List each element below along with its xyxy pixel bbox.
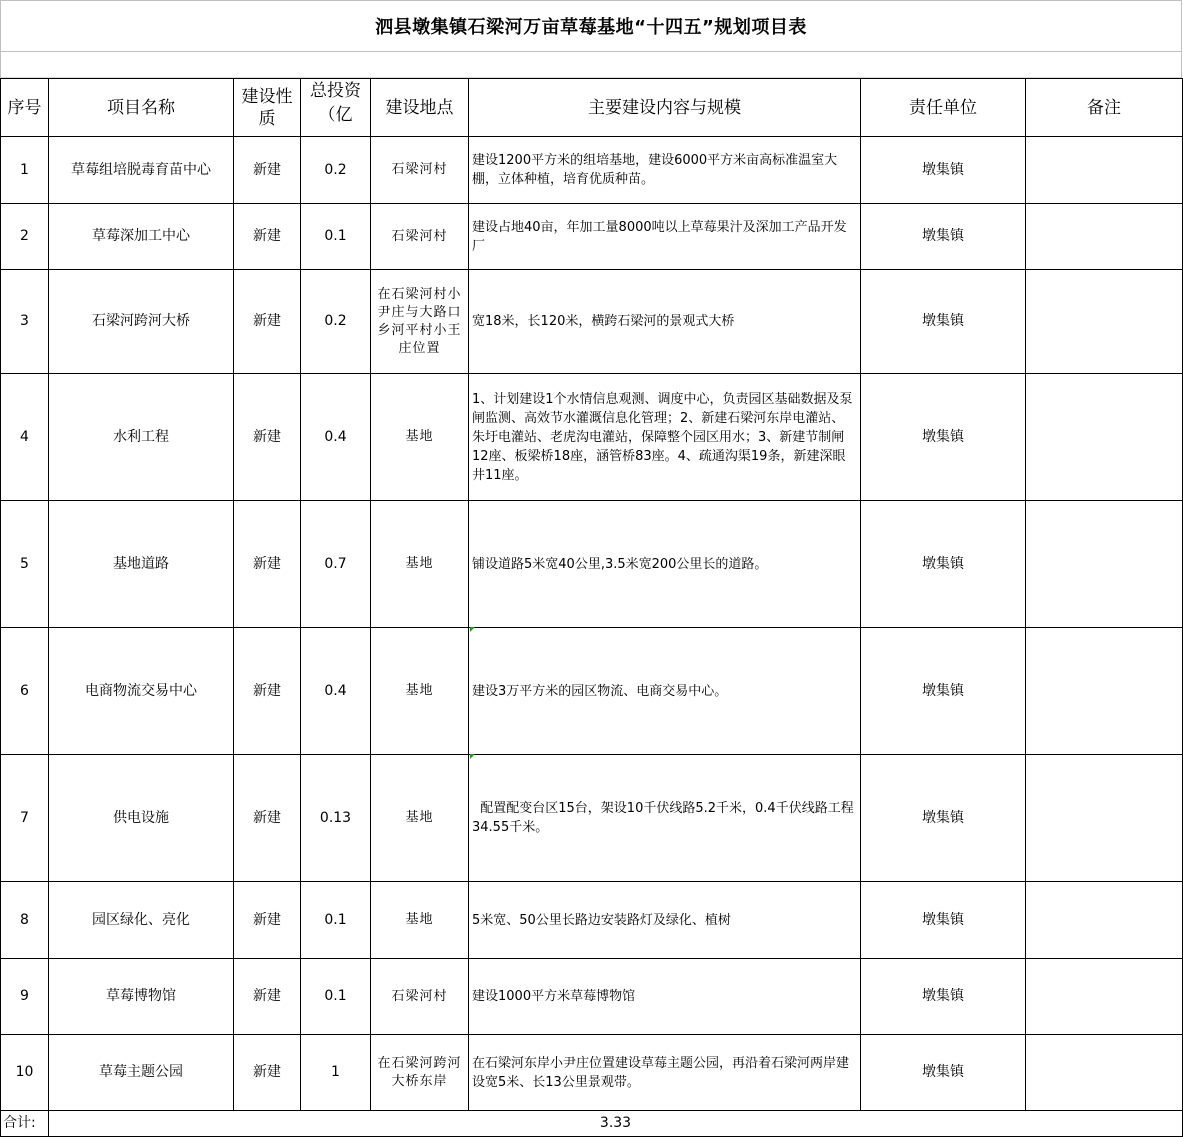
cell-investment[interactable]: 1	[301, 1035, 371, 1111]
cell-location[interactable]: 基地	[371, 374, 469, 501]
cell-unit[interactable]: 墩集镇	[861, 137, 1026, 204]
cell-investment[interactable]: 0.4	[301, 374, 371, 501]
cell-seq[interactable]: 5	[1, 501, 49, 628]
cell-unit[interactable]: 墩集镇	[861, 628, 1026, 755]
cell-investment[interactable]: 0.4	[301, 628, 371, 755]
cell-unit[interactable]: 墩集镇	[861, 374, 1026, 501]
table-row	[1, 501, 1183, 628]
cell-remarks[interactable]	[1026, 374, 1183, 501]
cell-seq[interactable]: 7	[1, 755, 49, 882]
cell-name[interactable]: 石梁河跨河大桥	[49, 270, 234, 374]
cell-remarks[interactable]	[1026, 1035, 1183, 1111]
cell-name[interactable]: 电商物流交易中心	[49, 628, 234, 755]
cell-content[interactable]: 建设3万平方米的园区物流、电商交易中心。	[469, 628, 861, 755]
header-location[interactable]: 建设地点	[371, 79, 469, 137]
cell-nature[interactable]: 新建	[234, 755, 301, 882]
cell-remarks[interactable]	[1026, 882, 1183, 959]
cell-location[interactable]: 在石梁河村小尹庄与大路口乡河平村小王庄位置	[371, 270, 469, 374]
cell-content[interactable]: 在石梁河东岸小尹庄位置建设草莓主题公园，再沿着石梁河两岸建设宽5米、长13公里景观带。	[469, 1035, 861, 1111]
blank-row[interactable]	[0, 52, 1182, 78]
cell-investment[interactable]: 0.13	[301, 755, 371, 882]
table-row	[1, 137, 1183, 204]
cell-seq[interactable]: 1	[1, 137, 49, 204]
cell-investment[interactable]: 0.7	[301, 501, 371, 628]
cell-nature[interactable]: 新建	[234, 1035, 301, 1111]
cell-unit[interactable]: 墩集镇	[861, 204, 1026, 270]
cell-location[interactable]: 在石梁河跨河大桥东岸	[371, 1035, 469, 1111]
table-row	[1, 882, 1183, 959]
cell-seq[interactable]: 9	[1, 959, 49, 1035]
table-row	[1, 959, 1183, 1035]
cell-unit[interactable]: 墩集镇	[861, 270, 1026, 374]
cell-content[interactable]: 宽18米，长120米，横跨石梁河的景观式大桥	[469, 270, 861, 374]
project-table	[0, 78, 1183, 1137]
cell-content[interactable]: 1、计划建设1个水情信息观测、调度中心，负责园区基础数据及泵闸监测、高效节水灌溉信息化管理；2、新建石梁河东岸电灌站、朱圩电灌站、老虎沟电灌站，保障整个园区用水；3、新建节制闸12座、板梁桥18座，涵管桥83座。4、疏通沟渠19条，新建深眼井11座。	[469, 374, 861, 501]
cell-remarks[interactable]	[1026, 270, 1183, 374]
table-row	[1, 755, 1183, 882]
header-seq[interactable]: 序号	[1, 79, 49, 137]
cell-remarks[interactable]	[1026, 959, 1183, 1035]
cell-nature[interactable]: 新建	[234, 270, 301, 374]
cell-location[interactable]: 石梁河村	[371, 959, 469, 1035]
cell-investment[interactable]: 0.2	[301, 270, 371, 374]
cell-remarks[interactable]	[1026, 628, 1183, 755]
cell-content[interactable]: 建设1200平方米的组培基地，建设6000平方米亩高标准温室大棚，立体种植，培育优质种苗。	[469, 137, 861, 204]
cell-location[interactable]: 基地	[371, 628, 469, 755]
cell-name[interactable]: 草莓组培脱毒育苗中心	[49, 137, 234, 204]
cell-name[interactable]: 供电设施	[49, 755, 234, 882]
cell-name[interactable]: 草莓博物馆	[49, 959, 234, 1035]
cell-unit[interactable]: 墩集镇	[861, 959, 1026, 1035]
header-investment[interactable]: 总投资（亿	[301, 79, 371, 137]
cell-remarks[interactable]	[1026, 137, 1183, 204]
cell-name[interactable]: 草莓深加工中心	[49, 204, 234, 270]
cell-seq[interactable]: 4	[1, 374, 49, 501]
cell-location[interactable]: 基地	[371, 501, 469, 628]
cell-nature[interactable]: 新建	[234, 882, 301, 959]
table-row	[1, 270, 1183, 374]
sheet-title[interactable]: 泗县墩集镇石梁河万亩草莓基地“十四五”规划项目表	[0, 0, 1182, 52]
cell-location[interactable]: 石梁河村	[371, 137, 469, 204]
cell-nature[interactable]: 新建	[234, 137, 301, 204]
header-unit[interactable]: 责任单位	[861, 79, 1026, 137]
cell-nature[interactable]: 新建	[234, 501, 301, 628]
cell-investment[interactable]: 0.1	[301, 204, 371, 270]
table-row	[1, 374, 1183, 501]
cell-seq[interactable]: 10	[1, 1035, 49, 1111]
header-row	[1, 79, 1183, 137]
cell-name[interactable]: 基地道路	[49, 501, 234, 628]
cell-nature[interactable]: 新建	[234, 204, 301, 270]
total-value[interactable]: 3.33	[49, 1111, 1183, 1137]
table-row	[1, 628, 1183, 755]
cell-remarks[interactable]	[1026, 755, 1183, 882]
cell-seq[interactable]: 6	[1, 628, 49, 755]
cell-location[interactable]: 基地	[371, 882, 469, 959]
cell-nature[interactable]: 新建	[234, 374, 301, 501]
header-remarks[interactable]: 备注	[1026, 79, 1183, 137]
cell-seq[interactable]: 2	[1, 204, 49, 270]
comment-indicator-icon	[470, 627, 475, 632]
cell-unit[interactable]: 墩集镇	[861, 501, 1026, 628]
cell-content[interactable]: 配置配变台区15台，架设10千伏线路5.2千米，0.4千伏线路工程34.55千米。	[469, 755, 861, 882]
cell-investment[interactable]: 0.2	[301, 137, 371, 204]
header-name[interactable]: 项目名称	[49, 79, 234, 137]
cell-unit[interactable]: 墩集镇	[861, 1035, 1026, 1111]
cell-investment[interactable]: 0.1	[301, 882, 371, 959]
cell-content[interactable]: 建设1000平方米草莓博物馆	[469, 959, 861, 1035]
cell-seq[interactable]: 3	[1, 270, 49, 374]
cell-content[interactable]: 建设占地40亩，年加工量8000吨以上草莓果汁及深加工产品开发厂	[469, 204, 861, 270]
cell-remarks[interactable]	[1026, 501, 1183, 628]
cell-unit[interactable]: 墩集镇	[861, 882, 1026, 959]
total-row	[1, 1111, 1183, 1137]
cell-content[interactable]: 铺设道路5米宽40公里,3.5米宽200公里长的道路。	[469, 501, 861, 628]
table-row	[1, 1035, 1183, 1111]
cell-name[interactable]: 园区绿化、亮化	[49, 882, 234, 959]
header-content[interactable]: 主要建设内容与规模	[469, 79, 861, 137]
cell-nature[interactable]: 新建	[234, 628, 301, 755]
cell-investment[interactable]: 0.1	[301, 959, 371, 1035]
cell-name[interactable]: 水利工程	[49, 374, 234, 501]
cell-unit[interactable]: 墩集镇	[861, 755, 1026, 882]
cell-name[interactable]: 草莓主题公园	[49, 1035, 234, 1111]
cell-location[interactable]: 石梁河村	[371, 204, 469, 270]
cell-content[interactable]: 5米宽、50公里长路边安装路灯及绿化、植树	[469, 882, 861, 959]
cell-seq[interactable]: 8	[1, 882, 49, 959]
header-nature[interactable]: 建设性质	[234, 79, 301, 137]
cell-remarks[interactable]	[1026, 204, 1183, 270]
comment-indicator-icon	[470, 754, 475, 759]
cell-nature[interactable]: 新建	[234, 959, 301, 1035]
cell-location[interactable]: 基地	[371, 755, 469, 882]
table-row	[1, 204, 1183, 270]
total-label[interactable]: 合计:	[1, 1111, 49, 1137]
